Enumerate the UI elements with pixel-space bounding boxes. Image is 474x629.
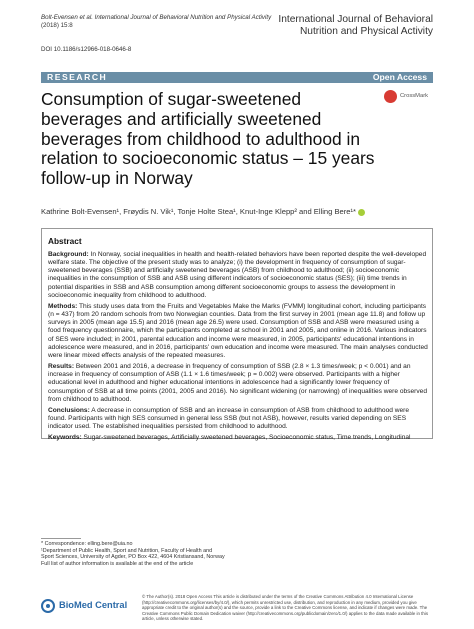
abstract-keywords — [48, 434, 428, 442]
publisher-logo[interactable] — [41, 598, 137, 614]
title-line-2: beverages and artificially sweetened — [41, 108, 322, 129]
abstract-methods — [48, 303, 428, 360]
keywords-text: Sugar-sweetened beverages, Artificially sweetened beverages, Socioeconomic status, Time trends, Longitudinal — [81, 434, 411, 442]
author-list — [41, 207, 365, 216]
citation-line-1: Bolt-Evensen et al. International Journal of Behavioral Nutrition and Physical Activity — [41, 14, 272, 21]
affiliation-line-1: ¹Department of Public Health, Sport and Nutrition, Faculty of Health and — [41, 547, 213, 554]
footnotes — [41, 541, 225, 567]
biomed-central-logo-icon — [41, 599, 55, 613]
publisher-name: BioMed Central — [59, 600, 128, 610]
results-text: Between 2001 and 2016, a decrease in frequency of consumption of SSB (2.8 × 1.3 times/week; p < 0.001) and an increase in frequency of consumption of ASB (1.1 × 1.6 times/week; p = 0.002) were observed. Participants with a higher educational level in adulthood and higher educational intentions in adolescence had a significantly lower frequency of consumption of SSB at all time points (2001, 2005 and 2016). No significant widening (or narrowing) of inequalities were observed from childhood to adulthood. — [48, 363, 427, 403]
abstract-body — [48, 251, 428, 445]
crossmark-icon — [384, 90, 397, 103]
citation — [41, 14, 271, 30]
article-type-label: RESEARCH — [47, 72, 108, 82]
abstract-background — [48, 251, 428, 300]
background-text: In Norway, social inequalities in health and health-related behaviors have been reported despite the well-developed welfare state. The objective of the present study was to analyze; (i) the development in frequency of consumption of sugar-sweetened beverages (SSB) and artificially sweetened beverages (ASB) from childhood to adulthood; (ii) socioeconomic inequalities in the consumption of SSB and ASB using different indicators of socioeconomic status (SES); (iii) time trends in potential disparities in SSB and ASB consumption among different socioeconomic groups to assess the development in socioeconomic inequality from childhood to adulthood. — [48, 251, 427, 299]
abstract-box — [41, 228, 433, 442]
author-names: Kathrine Bolt-Evensen¹, Frøydis N. Vik¹, Tonje Holte Stea¹, Knut-Inge Klepp² and Elling Bere¹* — [41, 207, 357, 216]
open-access-label: Open Access — [372, 72, 427, 82]
doi[interactable]: DOI 10.1186/s12966-018-0646-8 — [41, 46, 132, 53]
methods-label: Methods: — [48, 302, 78, 310]
results-label: Results: — [48, 363, 75, 371]
title-line-5: follow-up in Norway — [41, 168, 193, 189]
title-line-4: relation to socioeconomic status – 15 years — [41, 148, 375, 169]
conclusions-label: Conclusions: — [48, 406, 90, 414]
affiliation-line-3: Full list of author information is available at the end of the article — [41, 560, 194, 567]
keywords-label: Keywords: — [48, 434, 82, 442]
article-title — [41, 90, 381, 189]
title-line-3: beverages from childhood to adulthood in — [41, 128, 361, 149]
journal-name — [278, 14, 433, 37]
journal-name-line-1: International Journal of Behavioral — [278, 14, 433, 25]
article-type-bar — [41, 72, 433, 83]
abstract-results — [48, 363, 428, 404]
affiliation-line-2: Sport Sciences, University of Agder, PO Box 422, 4604 Kristiansand, Norway — [41, 554, 225, 561]
crossmark-label: CrossMark — [400, 93, 429, 99]
orcid-icon[interactable] — [358, 209, 365, 216]
abstract-conclusions — [48, 407, 428, 431]
conclusions-text: A decrease in consumption of SSB and an increase in consumption of ASB from childhood to adulthood were found. Participants with high SES consumed in general less SSB (but not ASB), however, results varied depending on SES indicator used. The established inequalities persisted from childhood to adulthood. — [48, 406, 410, 431]
crossmark-badge[interactable] — [384, 90, 438, 104]
title-line-1: Consumption of sugar-sweetened — [41, 89, 302, 109]
correspondence[interactable]: * Correspondence: elling.bere@uia.no — [41, 541, 133, 547]
journal-name-line-2: Nutrition and Physical Activity — [299, 25, 433, 37]
citation-line-2: (2018) 15:8 — [41, 22, 73, 30]
background-label: Background: — [48, 251, 89, 258]
footnote-divider — [41, 538, 81, 539]
license-text: © The Author(s). 2018 Open Access This article is distributed under the terms of the Creative Commons Attribution 4.0 International License (http://creativecommons.org/licenses/by/4.0/), which permits unrestricted use, distribution, and reproduction in any medium, provided you give appropriate credit to the original author(s) and the source, provide a link to the Creative Commons license, and indicate if changes were made. The Creative Commons Public Domain Dedication waiver (http://creativecommons.org/publicdomain/zero/1.0/) applies to the data made available in this article, unless otherwise stated. — [142, 594, 429, 621]
abstract-heading: Abstract — [48, 236, 82, 246]
methods-text: This study uses data from the Fruits and Vegetables Make the Marks (FVMM) longitudinal cohort, including participants (n = 437) from 20 random schools from two Norwegian counties. Data from the first survey in 2001 (mean age 11.8) and follow up surveys in 2005 (mean age 15.5) and 2016 (mean age 26.5) were used. Consumption of SSB and ASB were measured using a food frequency questionnaire, which the participants completed at school in 2001 and 2005, and online in 2016. Various indicators of SES were included; in 2001, parental education and income were measured, in 2005, participants' educational intentions in adolescence were measured, and in 2016, participants' own education and income were measured. The main analyses conducted were linear mixed effects analysis of the repeated measures. — [48, 302, 428, 359]
